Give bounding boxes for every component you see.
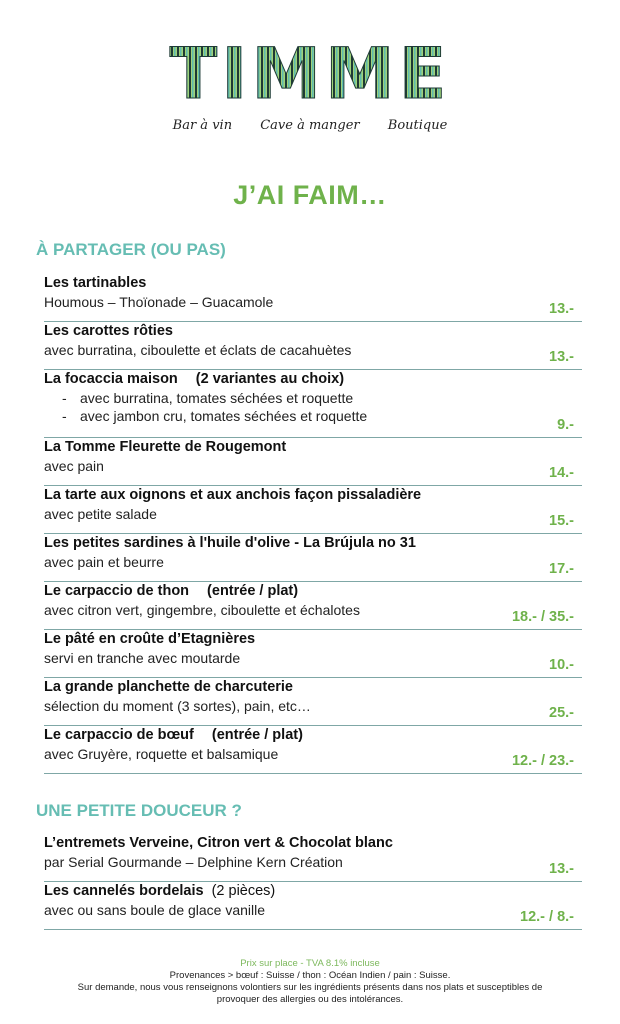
menu-list-partager (44, 274, 582, 774)
item-name (44, 486, 582, 505)
item-title: Les carottes rôties (44, 323, 173, 339)
menu-item (44, 370, 582, 438)
item-price: 12.- / 23.- (511, 753, 574, 769)
menu-item (44, 834, 582, 882)
item-name (44, 370, 582, 389)
item-title: Les tartinables (44, 275, 147, 291)
allergens-note-2: provoquer des allergies ou des intolérances. (216, 994, 404, 1005)
allergens-note-1: Sur demande, nous vous renseignons volontiers sur les ingrédients présents dans nos plats et susceptibles de (77, 982, 543, 993)
item-price: 13.- (549, 301, 574, 317)
item-title: Le pâté en croûte d’Etagnières (44, 631, 256, 647)
item-price: 13.- (549, 349, 574, 365)
logo-text: TIMME (169, 38, 451, 110)
item-extra: (2 variantes au choix) (195, 371, 345, 387)
item-description: avec citron vert, gingembre, ciboulette et échalotes (44, 602, 360, 618)
item-price: 25.- (549, 705, 574, 721)
item-variant: - avec burratina, tomates séchées et roquette (62, 390, 354, 406)
item-price: 13.- (549, 861, 574, 877)
vat-note: Prix sur place - TVA 8.1% incluse (240, 958, 380, 969)
origins-note: Provenances > bœuf : Suisse / thon : Océan Indien / pain : Suisse. (169, 970, 451, 981)
item-description: avec Gruyère, roquette et balsamique (44, 746, 279, 762)
section-title-douceur: UNE PETITE DOUCEUR ? (36, 801, 242, 820)
page-title: J’AI FAIM… (233, 180, 387, 210)
item-name (44, 322, 582, 341)
item-description: servi en tranche avec moutarde (44, 650, 241, 666)
item-price: 9.- (557, 417, 574, 433)
item-description: avec pain (44, 458, 104, 474)
tagline-boutique: Boutique (387, 118, 448, 133)
menu-list-douceur (44, 834, 582, 930)
item-price: 18.- / 35.- (511, 609, 574, 625)
item-description: avec ou sans boule de glace vanille (44, 902, 266, 918)
item-title: Les petites sardines à l'huile d'olive - La Brújula no 31 (44, 535, 416, 551)
menu-item (44, 678, 582, 726)
item-description: avec pain et beurre (44, 554, 164, 570)
item-description: par Serial Gourmande – Delphine Kern Création (44, 854, 343, 870)
brand-logo (0, 38, 620, 110)
item-name (44, 274, 582, 293)
menu-item (44, 582, 582, 630)
item-name (44, 882, 582, 901)
item-price: 14.- (549, 465, 574, 481)
item-price: 12.- / 8.- (520, 909, 574, 925)
item-title: La focaccia maison (44, 371, 178, 387)
section-title-partager: À PARTAGER (OU PAS) (36, 240, 226, 259)
item-name (44, 534, 582, 553)
item-title: La tarte aux oignons et aux anchois façon pissaladière (44, 487, 422, 503)
menu-item (44, 486, 582, 534)
item-variant-text: avec jambon cru, tomates séchées et roquette (80, 408, 368, 424)
item-description: Houmous – Thoïonade – Guacamole (44, 294, 274, 310)
item-extra: (2 pièces) (211, 883, 276, 899)
item-variant-text: avec burratina, tomates séchées et roquette (80, 390, 354, 406)
item-name (44, 438, 582, 457)
menu-item (44, 274, 582, 322)
item-title: Les cannelés bordelais (44, 883, 204, 899)
item-price: 17.- (549, 561, 574, 577)
tagline-bar: Bar à vin (172, 118, 233, 133)
menu-item (44, 534, 582, 582)
item-description: avec burratina, ciboulette et éclats de cacahuètes (44, 342, 352, 358)
tagline-cave: Cave à manger (260, 118, 360, 133)
menu-item (44, 438, 582, 486)
item-title: L’entremets Verveine, Citron vert & Chocolat blanc (44, 835, 393, 851)
brand-tagline (0, 118, 620, 133)
item-title: Le carpaccio de bœuf (44, 727, 194, 743)
item-extra: (entrée / plat) (207, 583, 299, 599)
item-title: Le carpaccio de thon (44, 583, 190, 599)
menu-item (44, 322, 582, 370)
footer (0, 958, 620, 1006)
item-name (44, 630, 582, 649)
item-name (44, 834, 582, 853)
item-description: sélection du moment (3 sortes), pain, etc… (44, 698, 311, 714)
item-name (44, 726, 582, 745)
menu-item (44, 630, 582, 678)
item-name (44, 582, 582, 601)
item-title: La Tomme Fleurette de Rougemont (44, 439, 287, 455)
item-title: La grande planchette de charcuterie (44, 679, 293, 695)
item-price: 10.- (549, 657, 574, 673)
item-extra: (entrée / plat) (211, 727, 303, 743)
menu-item (44, 882, 582, 930)
timme-logo (165, 38, 455, 110)
menu-item (44, 726, 582, 774)
item-name (44, 678, 582, 697)
item-price: 15.- (549, 513, 574, 529)
item-description: avec petite salade (44, 506, 157, 522)
item-variant: - avec jambon cru, tomates séchées et roquette (62, 408, 368, 424)
